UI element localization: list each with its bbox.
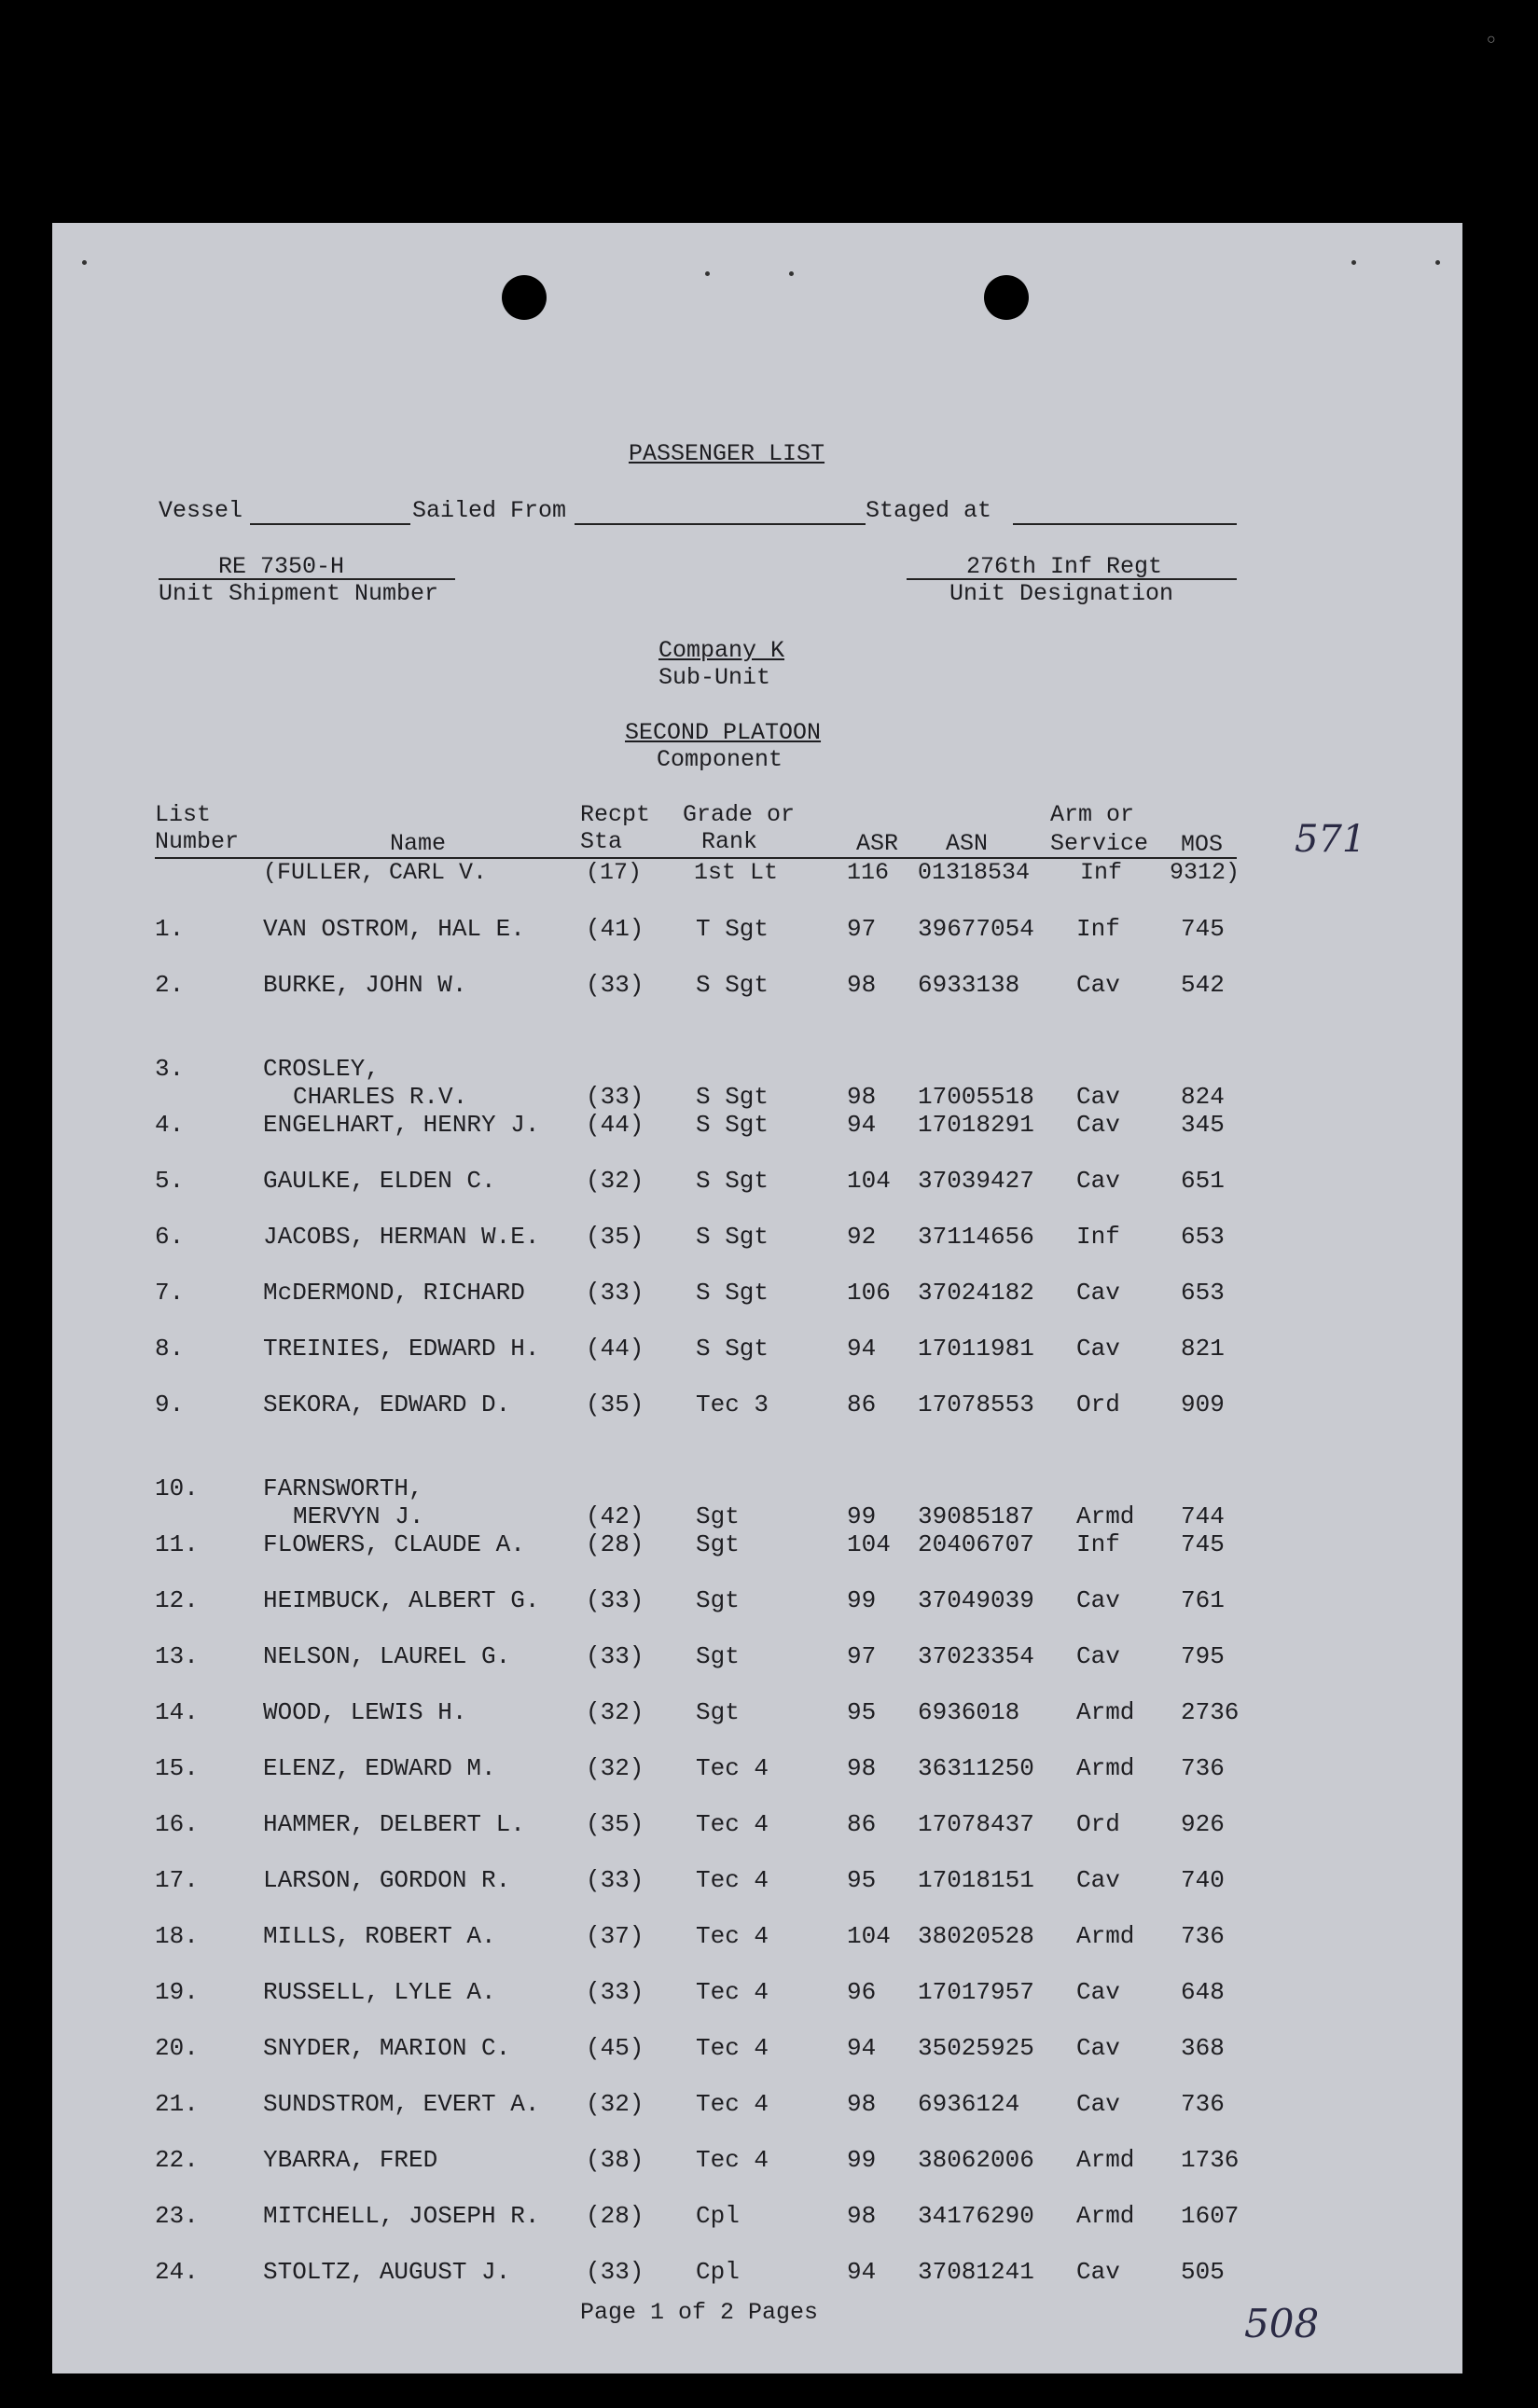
row-name: YBARRA, FRED <box>263 2146 438 2174</box>
header-name: Name <box>390 830 447 857</box>
row-asn: 37023354 <box>918 1642 1034 1670</box>
staged-at-blank <box>1013 523 1237 525</box>
row-arm: Cav <box>1076 1279 1120 1307</box>
row-asr: 99 <box>847 2146 877 2174</box>
row-number: 5. <box>155 1167 185 1195</box>
row-number: 16. <box>155 1810 199 1838</box>
row-recpt-sta: (45) <box>586 2034 644 2062</box>
row-name: ENGELHART, HENRY J. <box>263 1111 540 1139</box>
row-recpt-sta: (28) <box>586 2202 644 2230</box>
row-mos: 821 <box>1181 1335 1225 1363</box>
row-name-continued: MERVYN J. <box>293 1502 424 1530</box>
row-asn: 6936018 <box>918 1698 1020 1726</box>
row-grade: Sgt <box>696 1698 740 1726</box>
row-asn: 17005518 <box>918 1083 1034 1111</box>
row-recpt-sta: (41) <box>586 915 644 943</box>
row-asn: 37081241 <box>918 2258 1034 2286</box>
row-name: GAULKE, ELDEN C. <box>263 1167 496 1195</box>
row-arm: Cav <box>1076 1111 1120 1139</box>
row-recpt-sta: (35) <box>586 1810 644 1838</box>
header-asr: ASR <box>856 830 899 857</box>
row-name: SNYDER, MARION C. <box>263 2034 511 2062</box>
row-asn: 39677054 <box>918 915 1034 943</box>
row-number: 2. <box>155 971 185 999</box>
row-recpt-sta: (33) <box>586 1279 644 1307</box>
row-recpt-sta: (37) <box>586 1922 644 1950</box>
row-asn: 6936124 <box>918 2090 1020 2118</box>
row-grade: T Sgt <box>696 915 769 943</box>
row-number: 22. <box>155 2146 199 2174</box>
row-name: HEIMBUCK, ALBERT G. <box>263 1586 540 1614</box>
row-arm: Cav <box>1076 2034 1120 2062</box>
row-name: CROSLEY, <box>263 1055 380 1083</box>
speck <box>82 260 87 265</box>
speck <box>1435 260 1440 265</box>
row-asr: 97 <box>847 1642 877 1670</box>
row-asr: 99 <box>847 1586 877 1614</box>
row-recpt-sta: (33) <box>586 1586 644 1614</box>
sub-unit-label: Sub-Unit <box>658 664 771 691</box>
officer-sta: (17) <box>586 859 643 886</box>
row-recpt-sta: (35) <box>586 1223 644 1251</box>
row-asr: 99 <box>847 1502 877 1530</box>
row-grade: S Sgt <box>696 1083 769 1111</box>
row-grade: S Sgt <box>696 1111 769 1139</box>
vessel-label: Vessel <box>159 497 243 524</box>
row-number: 17. <box>155 1866 199 1894</box>
row-grade: Sgt <box>696 1530 740 1558</box>
row-name: LARSON, GORDON R. <box>263 1866 511 1894</box>
row-name: RUSSELL, LYLE A. <box>263 1978 496 2006</box>
row-grade: Tec 4 <box>696 2146 769 2174</box>
row-asr: 106 <box>847 1279 891 1307</box>
row-grade: Tec 4 <box>696 1978 769 2006</box>
sailed-from-blank <box>575 523 866 525</box>
row-name: JACOBS, HERMAN W.E. <box>263 1223 540 1251</box>
row-asr: 98 <box>847 1754 877 1782</box>
row-asr: 98 <box>847 2202 877 2230</box>
officer-rank: 1st Lt <box>694 859 779 886</box>
row-asn: 17018291 <box>918 1111 1034 1139</box>
row-asr: 86 <box>847 1810 877 1838</box>
row-asn: 17011981 <box>918 1335 1034 1363</box>
row-arm: Cav <box>1076 1978 1120 2006</box>
row-asr: 94 <box>847 2034 877 2062</box>
row-name: STOLTZ, AUGUST J. <box>263 2258 511 2286</box>
row-name: SEKORA, EDWARD D. <box>263 1391 511 1419</box>
row-mos: 761 <box>1181 1586 1225 1614</box>
header-mos: MOS <box>1181 831 1224 858</box>
row-mos: 651 <box>1181 1167 1225 1195</box>
row-number: 13. <box>155 1642 199 1670</box>
unit-designation-value: 276th Inf Regt <box>966 553 1163 580</box>
header-list-2: Number <box>155 828 240 855</box>
row-recpt-sta: (32) <box>586 1167 644 1195</box>
officer-asn: 01318534 <box>918 859 1031 886</box>
row-arm: Cav <box>1076 971 1120 999</box>
row-number: 20. <box>155 2034 199 2062</box>
row-arm: Inf <box>1076 1223 1120 1251</box>
row-asr: 94 <box>847 2258 877 2286</box>
row-mos: 653 <box>1181 1279 1225 1307</box>
punch-hole-left <box>502 275 547 320</box>
row-recpt-sta: (33) <box>586 1083 644 1111</box>
row-number: 8. <box>155 1335 185 1363</box>
row-name: WOOD, LEWIS H. <box>263 1698 467 1726</box>
row-grade: Tec 4 <box>696 1866 769 1894</box>
row-mos: 745 <box>1181 1530 1225 1558</box>
row-number: 21. <box>155 2090 199 2118</box>
row-asr: 94 <box>847 1111 877 1139</box>
row-mos: 909 <box>1181 1391 1225 1419</box>
handwritten-page-number: 571 <box>1295 818 1366 861</box>
unit-shipment-number-label: Unit Shipment Number <box>159 580 439 607</box>
row-recpt-sta: (35) <box>586 1391 644 1419</box>
row-recpt-sta: (33) <box>586 1866 644 1894</box>
row-mos: 926 <box>1181 1810 1225 1838</box>
row-mos: 736 <box>1181 1922 1225 1950</box>
row-grade: Tec 4 <box>696 2034 769 2062</box>
row-mos: 653 <box>1181 1223 1225 1251</box>
row-asr: 98 <box>847 2090 877 2118</box>
row-asn: 20406707 <box>918 1530 1034 1558</box>
row-arm: Armd <box>1076 1698 1135 1726</box>
row-name: FLOWERS, CLAUDE A. <box>263 1530 525 1558</box>
row-arm: Armd <box>1076 2146 1135 2174</box>
header-arm-1: Arm or <box>1050 801 1135 828</box>
header-grade-1: Grade or <box>683 801 796 828</box>
row-asn: 37039427 <box>918 1167 1034 1195</box>
row-asn: 37114656 <box>918 1223 1034 1251</box>
row-mos: 2736 <box>1181 1698 1240 1726</box>
row-name: NELSON, LAUREL G. <box>263 1642 511 1670</box>
row-name: FARNSWORTH, <box>263 1474 423 1502</box>
speck <box>789 271 794 276</box>
row-asn: 36311250 <box>918 1754 1034 1782</box>
row-arm: Cav <box>1076 1866 1120 1894</box>
page-footer: Page 1 of 2 Pages <box>580 2299 819 2326</box>
row-arm: Ord <box>1076 1810 1120 1838</box>
row-arm: Armd <box>1076 1502 1135 1530</box>
row-asn: 39085187 <box>918 1502 1034 1530</box>
row-number: 9. <box>155 1391 185 1419</box>
punch-hole-right <box>984 275 1029 320</box>
row-recpt-sta: (33) <box>586 1978 644 2006</box>
sub-unit-value: Company K <box>658 637 785 664</box>
corner-mark: ○ <box>1487 32 1496 48</box>
row-asr: 104 <box>847 1530 891 1558</box>
row-arm: Cav <box>1076 1167 1120 1195</box>
row-asr: 95 <box>847 1866 877 1894</box>
document-title: PASSENGER LIST <box>629 440 825 467</box>
row-asr: 104 <box>847 1922 891 1950</box>
row-asn: 17078553 <box>918 1391 1034 1419</box>
row-mos: 740 <box>1181 1866 1225 1894</box>
row-asn: 6933138 <box>918 971 1020 999</box>
row-recpt-sta: (33) <box>586 1642 644 1670</box>
row-grade: S Sgt <box>696 971 769 999</box>
row-arm: Armd <box>1076 2202 1135 2230</box>
row-asr: 94 <box>847 1335 877 1363</box>
row-number: 1. <box>155 915 185 943</box>
row-mos: 795 <box>1181 1642 1225 1670</box>
row-recpt-sta: (32) <box>586 1698 644 1726</box>
row-asn: 38062006 <box>918 2146 1034 2174</box>
speck <box>1351 260 1356 265</box>
component-label: Component <box>657 746 783 773</box>
row-grade: Sgt <box>696 1586 740 1614</box>
staged-at-label: Staged at <box>866 497 992 524</box>
row-arm: Inf <box>1076 915 1120 943</box>
officer-mos: 9312) <box>1170 859 1240 886</box>
row-recpt-sta: (33) <box>586 2258 644 2286</box>
row-number: 15. <box>155 1754 199 1782</box>
row-number: 4. <box>155 1111 185 1139</box>
row-mos: 1607 <box>1181 2202 1240 2230</box>
row-recpt-sta: (42) <box>586 1502 644 1530</box>
row-number: 7. <box>155 1279 185 1307</box>
row-asn: 38020528 <box>918 1922 1034 1950</box>
header-grade-2: Rank <box>701 828 758 855</box>
row-grade: S Sgt <box>696 1167 769 1195</box>
row-arm: Cav <box>1076 1083 1120 1111</box>
row-number: 6. <box>155 1223 185 1251</box>
row-arm: Cav <box>1076 2090 1120 2118</box>
row-mos: 736 <box>1181 2090 1225 2118</box>
row-recpt-sta: (38) <box>586 2146 644 2174</box>
row-asr: 86 <box>847 1391 877 1419</box>
row-grade: Tec 4 <box>696 2090 769 2118</box>
row-grade: Tec 4 <box>696 1922 769 1950</box>
row-mos: 744 <box>1181 1502 1225 1530</box>
row-asr: 97 <box>847 915 877 943</box>
row-arm: Inf <box>1076 1530 1120 1558</box>
row-mos: 745 <box>1181 915 1225 943</box>
row-recpt-sta: (33) <box>586 971 644 999</box>
row-grade: Cpl <box>696 2258 740 2286</box>
row-recpt-sta: (44) <box>586 1335 644 1363</box>
row-number: 14. <box>155 1698 199 1726</box>
officer-asr: 116 <box>847 859 890 886</box>
row-asn: 17078437 <box>918 1810 1034 1838</box>
row-asr: 92 <box>847 1223 877 1251</box>
row-name: MITCHELL, JOSEPH R. <box>263 2202 540 2230</box>
row-grade: Cpl <box>696 2202 740 2230</box>
row-number: 10. <box>155 1474 199 1502</box>
row-arm: Cav <box>1076 1642 1120 1670</box>
row-asr: 98 <box>847 1083 877 1111</box>
row-arm: Cav <box>1076 1586 1120 1614</box>
row-mos: 648 <box>1181 1978 1225 2006</box>
vessel-blank <box>250 523 410 525</box>
row-name: ELENZ, EDWARD M. <box>263 1754 496 1782</box>
row-name: SUNDSTROM, EVERT A. <box>263 2090 540 2118</box>
row-grade: S Sgt <box>696 1223 769 1251</box>
row-grade: S Sgt <box>696 1279 769 1307</box>
row-recpt-sta: (44) <box>586 1111 644 1139</box>
row-asr: 95 <box>847 1698 877 1726</box>
header-recpt-1: Recpt <box>580 801 651 828</box>
row-mos: 1736 <box>1181 2146 1240 2174</box>
row-grade: Sgt <box>696 1502 740 1530</box>
row-asr: 96 <box>847 1978 877 2006</box>
row-arm: Cav <box>1076 1335 1120 1363</box>
row-name: MILLS, ROBERT A. <box>263 1922 496 1950</box>
header-asn: ASN <box>946 830 989 857</box>
row-name: TREINIES, EDWARD H. <box>263 1335 540 1363</box>
sailed-from-label: Sailed From <box>412 497 567 524</box>
unit-shipment-number-value: RE 7350-H <box>218 553 345 580</box>
row-mos: 505 <box>1181 2258 1225 2286</box>
row-asn: 17018151 <box>918 1866 1034 1894</box>
row-mos: 345 <box>1181 1111 1225 1139</box>
header-recpt-2: Sta <box>580 828 623 855</box>
row-recpt-sta: (32) <box>586 1754 644 1782</box>
component-value: SECOND PLATOON <box>625 719 822 746</box>
handwritten-bottom-number: 508 <box>1244 2301 1320 2346</box>
row-grade: Tec 4 <box>696 1810 769 1838</box>
row-mos: 542 <box>1181 971 1225 999</box>
row-asn: 35025925 <box>918 2034 1034 2062</box>
row-number: 19. <box>155 1978 199 2006</box>
row-asn: 17017957 <box>918 1978 1034 2006</box>
row-arm: Cav <box>1076 2258 1120 2286</box>
row-grade: S Sgt <box>696 1335 769 1363</box>
row-asr: 98 <box>847 971 877 999</box>
row-number: 24. <box>155 2258 199 2286</box>
row-name: BURKE, JOHN W. <box>263 971 467 999</box>
row-recpt-sta: (32) <box>586 2090 644 2118</box>
row-grade: Tec 4 <box>696 1754 769 1782</box>
row-arm: Armd <box>1076 1922 1135 1950</box>
header-list-1: List <box>155 801 212 828</box>
row-grade: Sgt <box>696 1642 740 1670</box>
row-number: 12. <box>155 1586 199 1614</box>
officer-arm: Inf <box>1080 859 1123 886</box>
row-number: 3. <box>155 1055 185 1083</box>
row-name: McDERMOND, RICHARD <box>263 1279 525 1307</box>
row-asr: 104 <box>847 1167 891 1195</box>
row-number: 18. <box>155 1922 199 1950</box>
speck <box>705 271 710 276</box>
unit-designation-label: Unit Designation <box>949 580 1174 607</box>
row-asn: 37024182 <box>918 1279 1034 1307</box>
row-number: 11. <box>155 1530 199 1558</box>
row-name: VAN OSTROM, HAL E. <box>263 915 525 943</box>
row-mos: 736 <box>1181 1754 1225 1782</box>
row-mos: 368 <box>1181 2034 1225 2062</box>
row-asn: 34176290 <box>918 2202 1034 2230</box>
row-name: HAMMER, DELBERT L. <box>263 1810 525 1838</box>
row-arm: Ord <box>1076 1391 1120 1419</box>
row-arm: Armd <box>1076 1754 1135 1782</box>
row-recpt-sta: (28) <box>586 1530 644 1558</box>
row-asn: 37049039 <box>918 1586 1034 1614</box>
row-mos: 824 <box>1181 1083 1225 1111</box>
officer-name: (FULLER, CARL V. <box>263 859 488 886</box>
row-grade: Tec 3 <box>696 1391 769 1419</box>
row-number: 23. <box>155 2202 199 2230</box>
row-name-continued: CHARLES R.V. <box>293 1083 468 1111</box>
document-page <box>52 223 1462 2373</box>
header-arm-2: Service <box>1050 830 1149 857</box>
